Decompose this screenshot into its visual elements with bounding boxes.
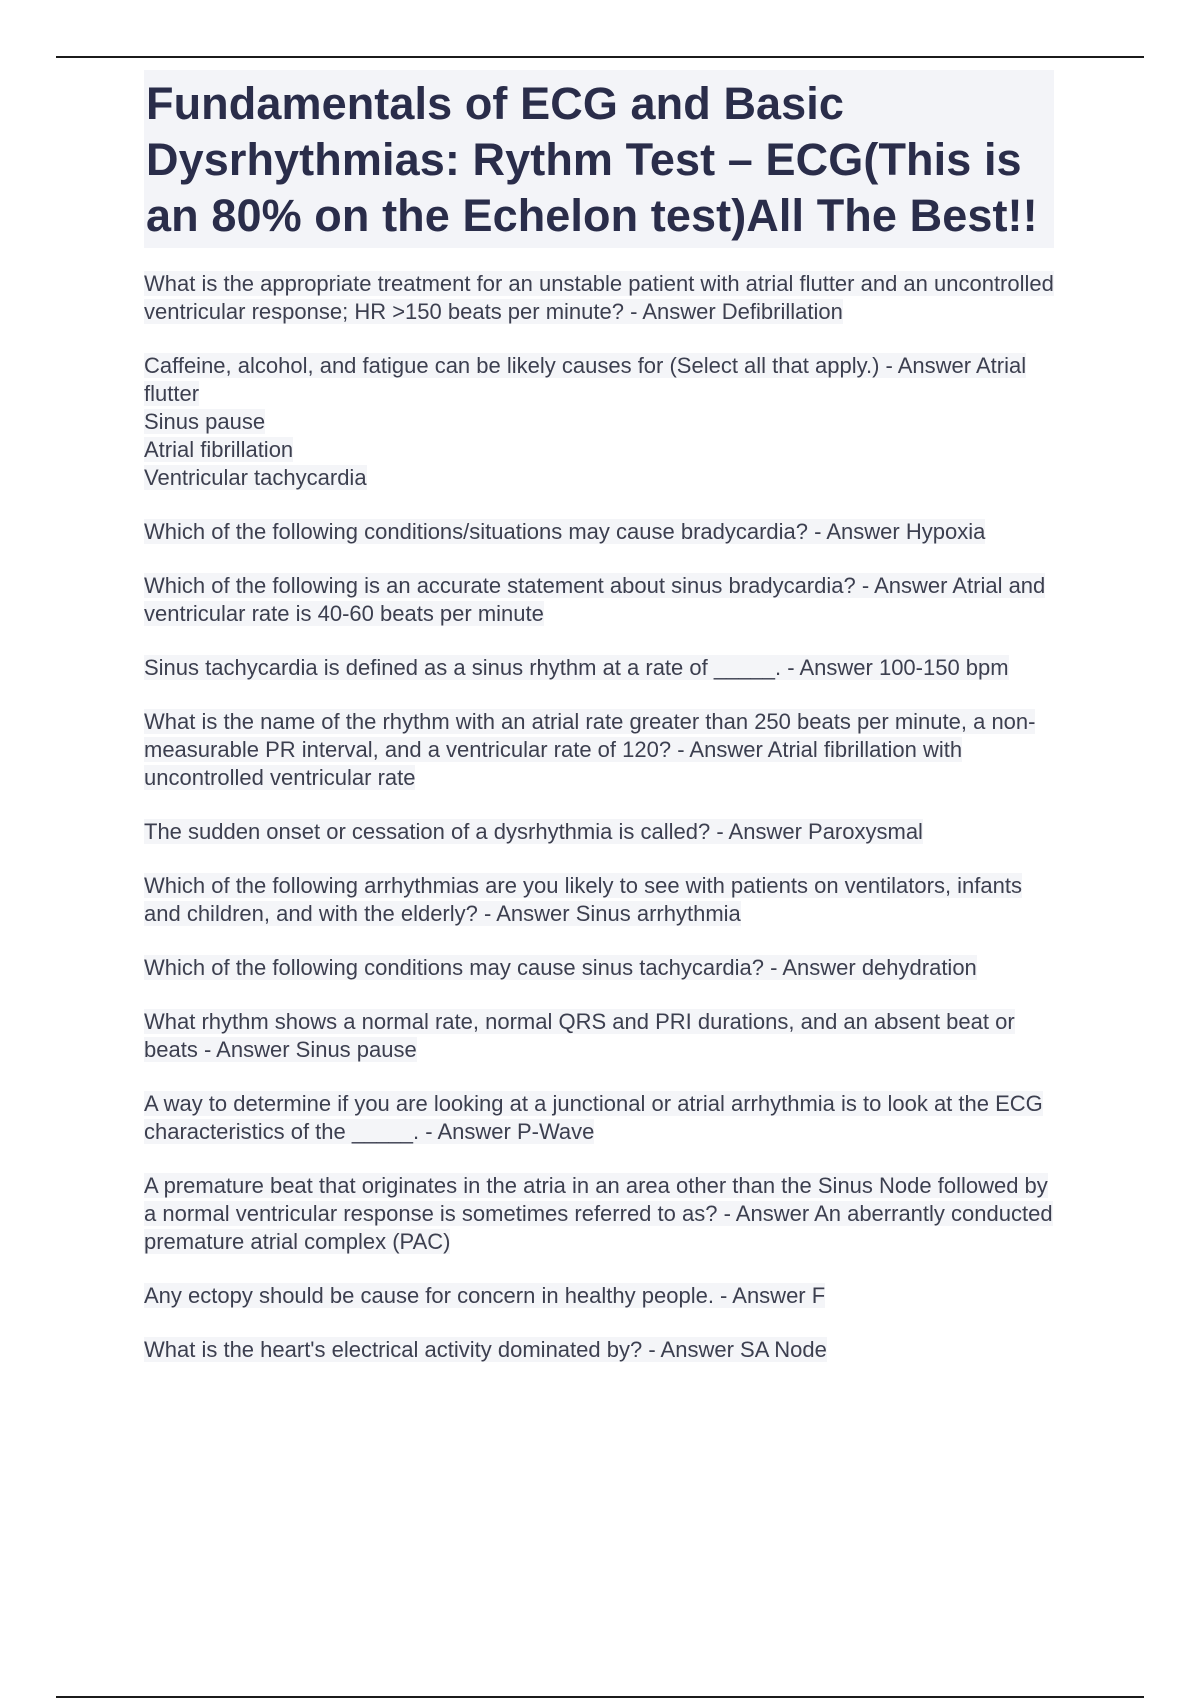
question-text: Any ectopy should be cause for concern in healthy people. — [144, 1283, 714, 1308]
answer-separator: - Answer — [710, 819, 809, 844]
answer-option — [144, 436, 1054, 464]
answer-separator: - Answer — [642, 1337, 741, 1362]
answer-text: F — [811, 1283, 826, 1308]
question-text: What is the appropriate treatment for an unstable patient with atrial flutter and an uncontrolled ventricular response; HR >150 beats per minute? — [144, 271, 1054, 324]
document-body — [144, 70, 1054, 1390]
question-text: Which of the following conditions may cause sinus tachycardia? — [144, 955, 764, 980]
qa-item — [144, 270, 1054, 326]
question-text: What is the name of the rhythm with an atrial rate greater than 250 beats per minute, a non-measurable PR interval, and a ventricular rate of 120? — [144, 709, 1036, 762]
answer-text: Paroxysmal — [808, 819, 923, 844]
qa-item — [144, 352, 1054, 492]
answer-separator: - Answer — [808, 519, 906, 544]
answer-separator: - Answer — [764, 955, 862, 980]
answer-separator: - Answer — [197, 1037, 296, 1062]
qa-list — [144, 270, 1054, 1364]
qa-item — [144, 954, 1054, 982]
answer-separator: - Answer — [781, 655, 879, 680]
qa-item — [144, 518, 1054, 546]
top-rule — [56, 56, 1144, 58]
question-text: Which of the following is an accurate statement about sinus bradycardia? — [144, 573, 856, 598]
answer-separator: - Answer — [477, 901, 576, 926]
answer-separator: - Answer — [623, 299, 722, 324]
qa-item — [144, 572, 1054, 628]
qa-item — [144, 654, 1054, 682]
question-text: What is the heart's electrical activity dominated by? — [144, 1337, 643, 1362]
answer-text: An aberrantly conducted premature atrial complex (PAC) — [144, 1201, 1053, 1254]
answer-text: SA Node — [740, 1337, 827, 1362]
answer-text: dehydration — [861, 955, 977, 980]
qa-item — [144, 818, 1054, 846]
question-text: A premature beat that originates in the atria in an area other than the Sinus Node followed by a normal ventricular response is sometimes referred to as? — [144, 1173, 1048, 1226]
answer-text: Atrial flutter — [144, 353, 1027, 406]
document-title: Fundamentals of ECG and Basic Dysrhythmias: Rythm Test – ECG(This is an 80% on the Echelon test)All The Best!! — [146, 78, 1038, 241]
answer-text: 100-150 bpm — [878, 655, 1009, 680]
question-text: Caffeine, alcohol, and fatigue can be likely causes for (Select all that apply.) — [144, 353, 880, 378]
answer-text: Atrial and ventricular rate is 40-60 beats per minute — [144, 573, 1046, 626]
answer-separator: - Answer — [419, 1119, 517, 1144]
answer-option — [144, 408, 1054, 436]
answer-separator: - Answer — [855, 573, 953, 598]
bottom-rule — [56, 1696, 1144, 1698]
question-text: Which of the following conditions/situations may cause bradycardia? — [144, 519, 809, 544]
answer-text: Atrial fibrillation with uncontrolled ventricular rate — [144, 737, 963, 790]
answer-text: Sinus arrhythmia — [575, 901, 741, 926]
question-text: Which of the following arrhythmias are you likely to see with patients on ventilators, infants and children, and with the elderly? — [144, 873, 1022, 926]
answer-option-text: Atrial fibrillation — [144, 437, 294, 462]
qa-item — [144, 1090, 1054, 1146]
title-block — [144, 70, 1054, 248]
question-text: What rhythm shows a normal rate, normal QRS and PRI durations, and an absent beat or beats — [144, 1009, 1015, 1062]
answer-separator: - Answer — [671, 737, 768, 762]
answer-separator: - Answer — [879, 353, 976, 378]
answer-option — [144, 464, 1054, 492]
qa-item — [144, 872, 1054, 928]
qa-item — [144, 1008, 1054, 1064]
answer-separator: - Answer — [717, 1201, 815, 1226]
answer-text: Defibrillation — [721, 299, 843, 324]
answer-text: Hypoxia — [905, 519, 986, 544]
qa-item — [144, 1282, 1054, 1310]
question-text: The sudden onset or cessation of a dysrhythmia is called? — [144, 819, 711, 844]
answer-separator: - Answer — [713, 1283, 812, 1308]
answer-text: P-Wave — [516, 1119, 595, 1144]
answer-text: Sinus pause — [295, 1037, 417, 1062]
answer-option-text: Ventricular tachycardia — [144, 465, 367, 490]
answer-option-text: Sinus pause — [144, 409, 266, 434]
qa-item — [144, 1336, 1054, 1364]
qa-item — [144, 1172, 1054, 1256]
question-text: Sinus tachycardia is defined as a sinus rhythm at a rate of _____. — [144, 655, 782, 680]
qa-item — [144, 708, 1054, 792]
question-text: A way to determine if you are looking at a junctional or atrial arrhythmia is to look at the ECG characteristics of the _____. — [144, 1091, 1043, 1144]
